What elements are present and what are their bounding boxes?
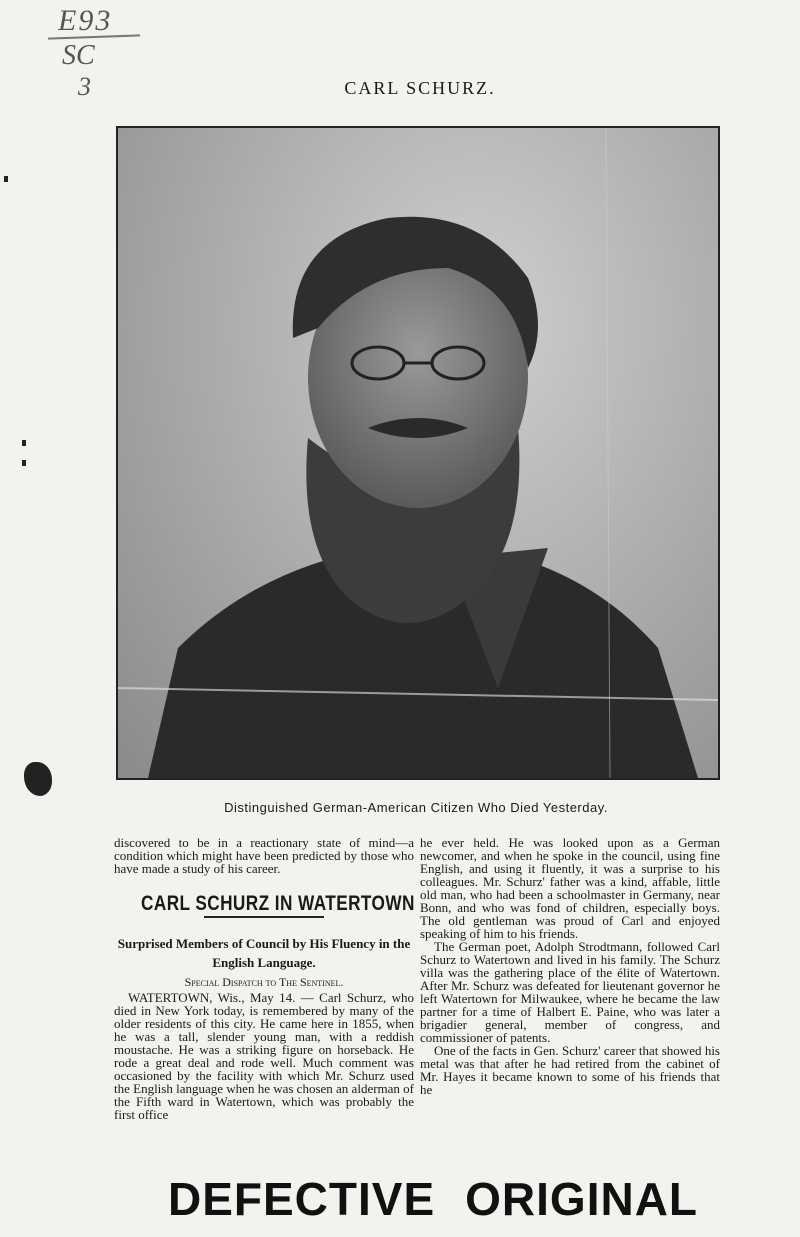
margin-mark — [4, 176, 8, 182]
photo-caption: Distinguished German-American Citizen Who Died Yesterday. — [224, 800, 608, 815]
body-paragraph: One of the facts in Gen. Schurz' career that showed his metal was that after he had retired from the cabinet of Mr. Hayes it became known to some of his friends that he — [420, 1043, 720, 1097]
article-headline: CARL SCHURZ IN WATERTOWN — [141, 892, 415, 915]
left-column — [114, 836, 414, 1121]
handwritten-note-1: E93 — [58, 4, 113, 37]
defective-original-stamp — [168, 1172, 758, 1226]
margin-mark — [22, 460, 26, 466]
portrait-photo — [116, 126, 720, 780]
intro-paragraph: discovered to be in a reactionary state of mind—a condition which might have been predicted by those who have made a study of his career. — [114, 835, 414, 876]
ink-blot — [24, 762, 52, 796]
handwritten-note-3: 3 — [78, 72, 91, 101]
page-title: CARL SCHURZ. — [344, 78, 496, 98]
article-subhead: Surprised Members of Council by His Fluency in the English Language. — [117, 936, 411, 970]
dateline: Special Dispatch to The Sentinel. — [184, 975, 344, 989]
margin-mark — [22, 440, 26, 446]
body-paragraph: WATERTOWN, Wis., May 14. — Carl Schurz, who died in New York today, is remembered by many of the older residents of this city. He came here in 1855, when he was a tall, slender young man, with a reddish moustache. He was a striking figure on horseback. He rode a great deal and rode well. Much comment was occasioned by the facility with which Mr. Schurz used the English language when he was chosen an alderman of the Fifth ward in Watertown, which was probably the first office — [114, 990, 414, 1122]
stamp-word-1: DEFECTIVE — [168, 1173, 436, 1225]
headline-rule — [204, 916, 324, 918]
stamp-word-2: ORIGINAL — [465, 1173, 699, 1225]
right-column — [420, 836, 720, 1096]
handwritten-note-2: SC — [62, 40, 95, 71]
portrait-illustration — [118, 128, 718, 778]
body-paragraph: The German poet, Adolph Strodtmann, followed Carl Schurz to Watertown and lived in his family. The Schurz villa was the gathering place of the élite of Watertown. After Mr. Schurz was defeated for lieutenant governor he left Watertown for Milwaukee, where he became the law partner for a time of Halbert E. Paine, who was later a brigadier general, member of congress, and commissioner of patents. — [420, 939, 720, 1045]
body-paragraph: he ever held. He was looked upon as a German newcomer, and when he spoke in the council, using fine English, and using it fluently, it was a surprise to his colleagues. Mr. Schurz' father was a kind, affable, little old man, who had been a schoolmaster in Germany, near Bonn, and who was fond of children, especially boys. The old gentleman was proud of Carl and enjoyed speaking of him to his friends. — [420, 835, 720, 941]
